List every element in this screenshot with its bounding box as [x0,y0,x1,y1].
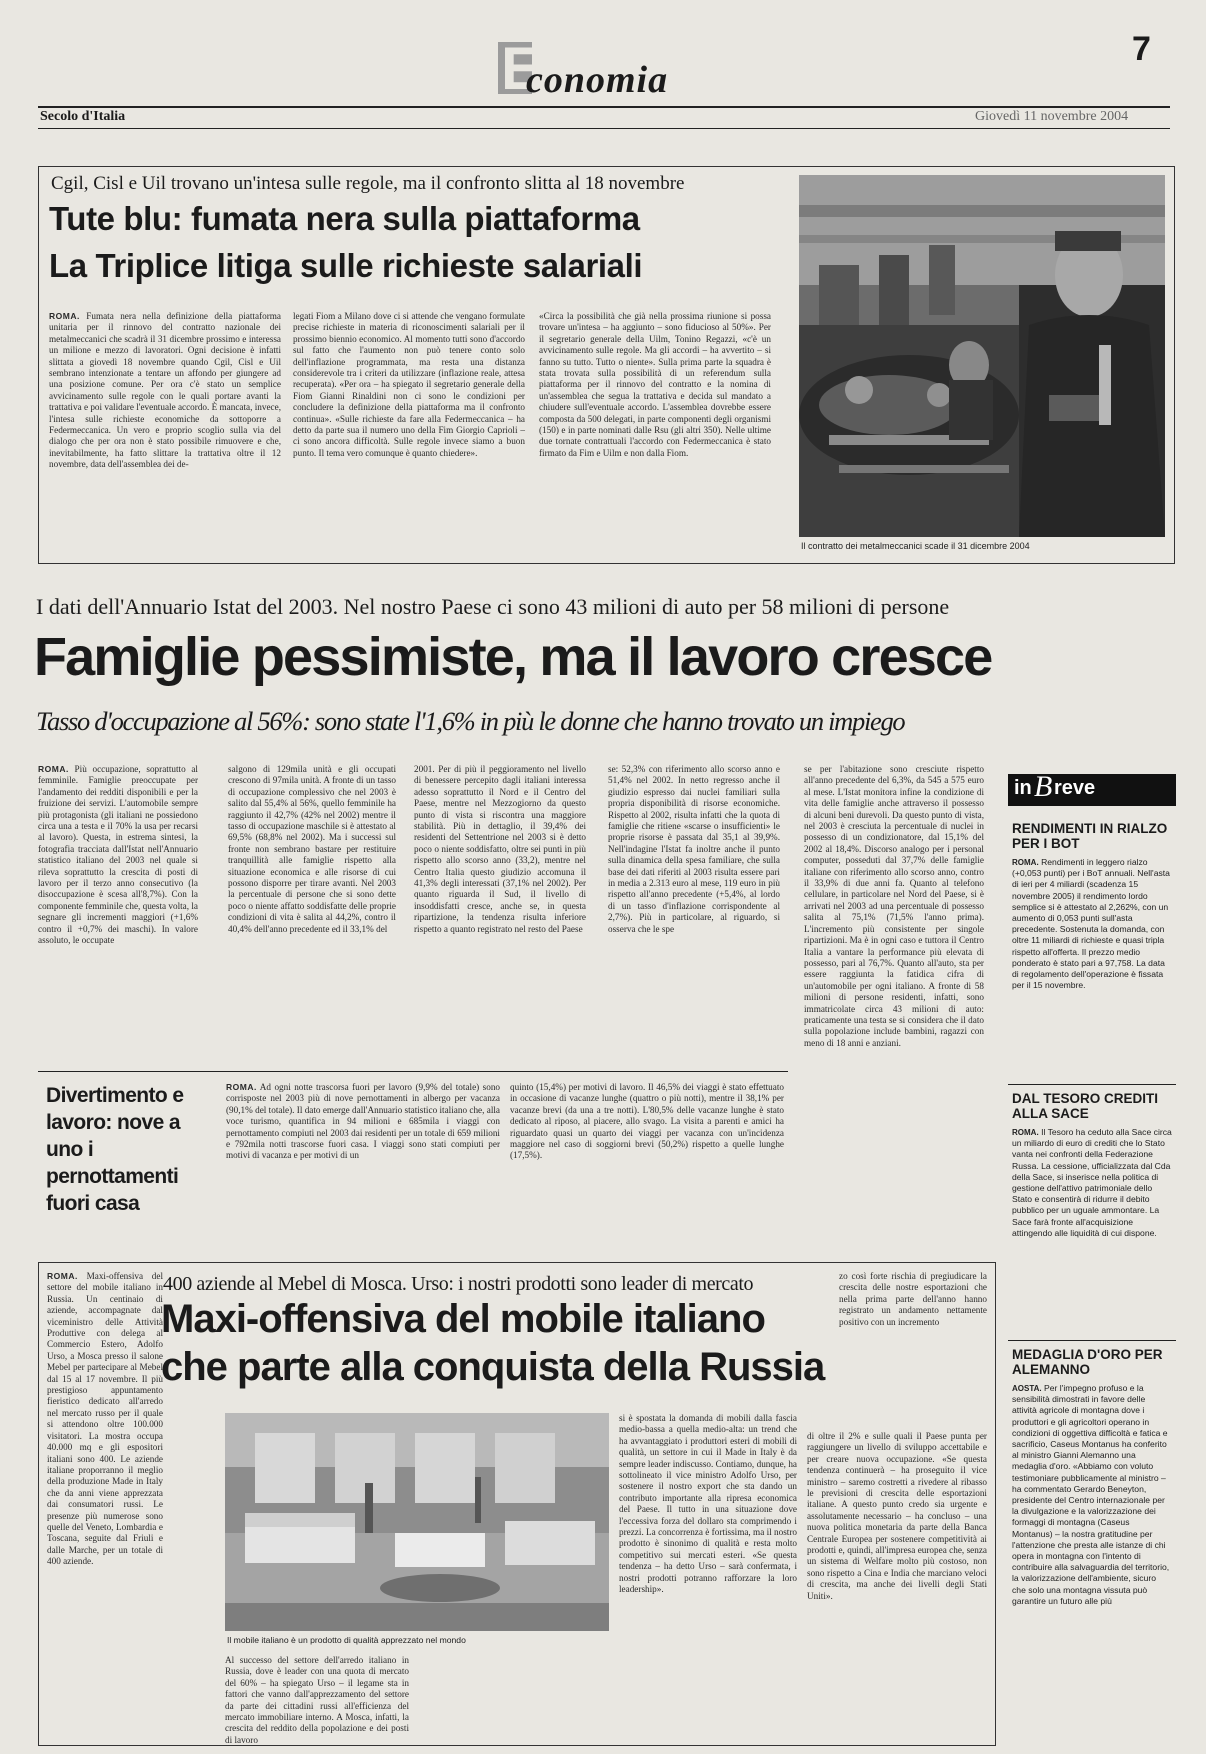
article1-dateline: ROMA. [49,311,80,321]
article2-text-3: 2001. Per di più il peggioramento nel livello di benessere percepito dagli italiani interessa adesso soprattutto il Nord e il Centro del Paese, mentre nel Mezzogiorno da questo punto di vista si riscontra una maggiore stabilità. Più in dettaglio, il 39,4% dei residenti del Settentrione nel 2003 si è detto poco o niente soddisfatto, oltre sei punti in più rispetto allo scorso anno (33,2), mentre nel Centro Italia questo giudizio accomuna il 41,3% degli interessati (37,1% nel 2002). Per quanto riguarda il Sud, il livello di insoddisfatti cresce, anche se, in questa ripartizione, la tendenza risulta inferiore rispetto a quanto registrato nel resto del Paese [414,764,586,934]
article4-kicker: 400 aziende al Mebel di Mosca. Urso: i nostri prodotti sono leader di mercato [163,1273,754,1295]
brief-item-2-title: DAL TESORO CREDITI ALLA SACE [1012,1091,1159,1121]
article2-text-4: se: 52,3% con riferimento allo scorso anno e 51,4% nel 2002. In netto regresso anche il giudizio espresso dai nuclei familiari sulla propria disponibilità di risorse economiche. Rispetto al 2002, risulta infatti che la quota di famiglie che ritiene «scarse o insufficienti» le proprie risorse è passata dal 35,1 al 39,9%. Nell'indagine l'Istat fa inoltre anche il punto sulla dinamica della spesa familiare, che sulla base dei dati riferiti al 2003 risulta essere pari in media a 2.313 euro al mese, 119 euro in più rispetto all'anno precedente (+5,4%, al lordo di un tasso d'inflazione corrispondente al 2,7%). Più in particolare, al riguardo, si osserva che le spe [608,764,780,934]
brief-item-3 [1012,1348,1172,1713]
issue-date: Giovedì 11 novembre 2004 [975,109,1129,124]
article2-subhead: Tasso d'occupazione al 56%: sono state l'1,6% in più le donne che hanno trovato un impiego [36,706,905,736]
article2-column-5 [804,764,984,1264]
article4-text-left: Maxi-offensiva del settore del mobile italiano in Russia. Un centinaio di aziende, accompagnate dal viceministro delle Attività Produttive con delega al Commercio Estero, Adolfo Urso, a Mosca presso il salone Mebel per partecipare al Mebel dal 15 al 17 novembre. Il più prestigioso appuntamento fieristico dedicato all'arredo nel mercato russo per il quale si attendono oltre 100.000 visitatori. La mostra occupa 40.000 mq e gli espositori italiani sono 400. Le aziende italiane proporranno il meglio della produzione Made in Italy che da anni viene apprezzata dai consumatori russi. Le presenze più numerose sono quelle del Veneto, Lombardia e Toscana, seguite dal Friuli e dalle Marche, per un totale di 400 aziende. [47,1271,163,1567]
article4-text-d: Al successo del settore dell'arredo italiano in Russia, dove è leader con una quota di mercato del 60% – ha spiegato Urso – il legame sta in fattori che vanno dall'apprezzamento del settore da parte dei cittadini russi all'efficienza del mercato immobiliare interno. A Mosca, infatti, la crescita del reddito della popolazione e dei posti di lavoro [225,1655,409,1745]
masthead [0,0,1206,125]
brief-item-3-body [1012,1383,1172,1713]
article3-headline: Divertimento e lavoro: nove a uno i pernottamenti fuori casa [46,1084,184,1215]
article4-column-c [807,1431,987,1737]
article4-dateline: ROMA. [47,1271,78,1281]
brief-item-1-title: RENDIMENTI IN RIALZO PER I BOT [1012,821,1168,851]
brief-divider-2 [1008,1340,1176,1341]
article4-headline-2: che parte alla conquista della Russia [161,1345,825,1389]
brief-item-1 [1012,822,1172,1041]
brief-item-1-body [1012,857,1172,1041]
brief-item-2 [1012,1092,1172,1301]
article-metalworkers [38,166,1175,564]
article2-text-2: salgono di 129mila unità e gli occupati crescono di 97mila unità. A fronte di un tasso di occupazione complessivo che nel 2003 è salito dal 55,4% al 56%, quello femminile ha raggiunto il 42,7% (42% nel 2002) mentre il tasso di occupazione maschile si è attestato al 69,5% (68,8% nel 2002). Ma i successi sul fronte non sembrano bastare per restituire tranquillità alle famiglie rispetto alla situazione economica e alle risorse di cui possono disporre per tirare avanti. Nel 2003 la percentuale di persone che si sono dette poco o niente affatto soddisfatte delle proprie condizioni di vita è salita al 44,2%, contro il 40,4% dell'anno precedente ed il 33,1% del [228,764,396,934]
article2-headline: Famiglie pessimiste, ma il lavoro cresce [34,627,992,687]
article4-headline-1: Maxi-offensiva del mobile italiano [161,1297,765,1341]
article3-text-2: quinto (15,4%) per motivi di lavoro. Il 46,5% dei viaggi è stato effettuato in occasione di vacanze lunghe (quattro o più notti), mentre il 38,1% per vacanze brevi (da una a tre notti). L'80,5% delle vacanze lunghe è stato dedicato al riposo, al piacere, allo svago. La visita a parenti e amici ha riguardato quasi un quarto dei viaggi per vacanza con un'incidenza maggiore nel caso di soggiorni brevi (50,2%) rispetto a quelle lunghe (17,5%). [510,1082,784,1161]
paper-name: Secolo d'Italia [40,109,126,124]
article2-column-1 [38,764,198,1046]
article3-column-2 [510,1082,784,1222]
article4-column-left [47,1271,163,1737]
article1-text-3: «Circa la possibilità che già nella prossima riunione si possa trovare un'intesa – ha aggiunto – sono fiducioso al 50%». Per il segretario generale della Uilm, Tonino Regazzi, «c'è un avvicinamento sulle regole. Ma gli accordi – ha avvertito – si fanno su tutto. Tutto o niente». Sulla prima parte la squadra è stata trovata sulla possibilità di un referendum sulla piattaforma per il rinnovo del contratto e la nomina di un'assemblea che segua la trattativa e decida sul mandato a chiudere sull'eventuale accordo. L'assemblea dovrebbe essere composta da 500 delegati, in parte componenti degli organismi (150) e in parte nominati dalle Rsu (gli altri 350). Nelle ultime due tornate contrattuali l'accordo con Federmeccanica è stato firmato da Fim e Uilm e non dalla Fiom. [539,311,771,458]
article1-text-2: legati Fiom a Milano dove ci si attende che vengano formulate precise richieste in materia di riconoscimenti salariali per il prossimo biennio economico. Al momento tutti sono d'accordo sul fatto che l'aumento non può tenere conto solo dell'inflazione programmata, ma resta una distanza considerevole tra i criteri da utilizzare (inflazione reale, attesa recuperata). «Per ora – ha spiegato il segretario generale della Fiom Gianni Rinaldini non ci sono le condizioni per concludere la definizione della piattaforma ma il confronto continua». «Sulle richieste da fare alla Federmeccanica – ha detto da parte sua il numero uno della Fim Giorgio Caprioli – ci sono ancora difficoltà. Sulle regole invece siamo a buon punto. Il tema vero comunque è quanto chiedere». [293,311,525,458]
article4-text-a: zo così forte rischia di pregiudicare la crescita delle nostre esportazioni che nella prima parte dell'anno hanno registrato un andamento nettamente positivo con un incremento [839,1271,987,1327]
in-brief-in: in [1014,777,1032,799]
article3-top-rule [38,1071,788,1072]
article2-text-1: Più occupazione, soprattutto al femminile. Famiglie preoccupate per l'andamento dei redditi disponibili e per la fruizione dei servizi. L'automobile sempre più protagonista (gli italiani ne possiedono circa una a testa e il 70% la usa per recarsi al lavoro). Questa, in estrema sintesi, la fotografia tracciata dall'Istat nell'Annuario statistico italiano del 2003 nel quale si rileva soprattutto la crescita di posti di lavoro per il terzo anno consecutivo (la disoccupazione è scesa all'8,7%). Con la componente femminile che, questa volta, la segnare gli incrementi maggiori (+1,6% contro il +0,7% dei maschi). In valore assoluto, le occupate [38,764,198,946]
brief-item-2-text: Il Tesoro ha ceduto alla Sace circa un miliardo di euro di crediti che lo Stato vanta nei confronti della Federazione Russa. La cessione, ufficializzata dal Cda della Sace, si inserisce nella politica di gestione dell'attivo patrimoniale dello Stato e consentirà di ridurre il debito pubblico per un uguale ammontare. La Sace farà fronte all'acquisizione attingendo alle liquidità di cui dispone. [1012,1127,1172,1238]
article1-photo-caption: Il contratto dei metalmeccanici scade il 31 dicembre 2004 [801,541,1030,551]
brief-item-2-dateline: ROMA. [1012,1128,1039,1137]
article2-column-4 [608,764,780,1046]
article4-text-b: si è spostata la domanda di mobili dalla fascia medio-bassa a quella medio-alta: un trend che ha avvantaggiato i produttori esteri di mobili di qualità, un settore in cui il Made in Italy è da sempre leader indiscusso. Contiamo, dunque, ha sottolineato il vice ministro Adolfo Urso, per sostenere il nostro export che sta dando un contributo importante alla ripresa economica del Paese. Il tutto in una situazione dove l'eccessiva forza del dollaro sta comprimendo i prezzi. La concorrenza è fortissima, ma il nostro prodotto è sinonimo di qualità e resta molto competitivo sui mercati esteri. «Se questa tendenza – ha detto Urso – sarà confermata, i nostri prodotti potranno rafforzare la loro leadership». [619,1413,797,1595]
section-initial: E [501,35,542,102]
brief-item-1-text: Rendimenti in leggero rialzo (+0,053 punti) per i BoT annuali. Nell'asta di ieri per 4 miliardi (scadenza 15 novembre 2005) il rendimento lordo semplice si è attestato al 2,262%, con un aumento di 0,053 punti sull'asta precedente. Sostenuta la domanda, con oltre 11 miliardi di richieste e quasi tripla rispetto all'offerta. Il prezzo medio ponderato è stato pari a 97,758. La data di regolamento dell'operazione è fissata per il 15 novembre. [1012,857,1170,991]
brief-item-3-text: Per l'impegno profuso e la sensibilità dimostrati in favore delle attività agricole di montagna dove i produttori e gli agricoltori operano in condizioni di oggettiva difficoltà e fatica e sacrificio, Caseus Montanus ha conferito al ministro Gianni Alemanno una medaglia d'oro. «Abbiamo con voluto testimoniare pubblicamente al ministro – ha commentato Gerardo Beneyton, presidente del Centro internazionale per la divulgazione e la valorizzazione dei formaggi di montagna (Caseus Montanus) – la nostra gratitudine per l'attenzione che presta alle istanze di chi opera in montagna con l'intento di contribuire alla salvaguardia del territorio, la valorizzazione dell'ambiente, sicuro che solo una montagna vissuta può garantire un futuro alle più [1012,1383,1170,1606]
masthead-rule-bottom [38,128,1170,129]
brief-item-2-body [1012,1127,1172,1301]
article4-column-b [619,1413,797,1737]
article4-text-c: di oltre il 2% e sulle quali il Paese punta per raggiungere un livello di sviluppo accettabile e per creare nuova occupazione. «Se questa tendenza continuerà – ha proseguito il vice ministro – saremo costretti a rivedere al ribasso le previsioni di crescita delle esportazioni italiane. A questo punto credo sia urgente e assolutamente necessario – ha concluso – una nuova politica monetaria da parte della Banca Centrale Europea per sostenere competitività ai prodotti e, quindi, all'impresa europea che, senza un sistema di Welfare molto più costoso, non sono rispetto a Cina e India che marciano veloci di crescita, ma anche dei livelli degli Stati Uniti». [807,1431,987,1601]
article-furniture [38,1262,996,1746]
in-brief-b: B [1034,770,1053,803]
furniture-showroom-image [225,1413,609,1631]
article3-dateline: ROMA. [226,1082,257,1092]
article1-photo [799,175,1165,537]
article2-dateline: ROMA. [38,764,69,774]
section-title: conomia [526,59,669,101]
brief-item-3-dateline: AOSTA. [1012,1384,1042,1393]
factory-workers-image [799,175,1165,537]
article1-headline-1: Tute blu: fumata nera sulla piattaforma [49,200,640,237]
article3-text-1: Ad ogni notte trascorsa fuori per lavoro (9,9% del totale) sono corrisposte nel 2003 più di nove pernottamenti in albergo per vacanza (90,1% del totale). Il dato emerge dall'Annuario statistico italiano che, alla voce turismo, quantifica in 94 milioni e 685mila i viaggi con pernottamento compiuti nel 2003 dai residenti per un totale di 659 milioni e 792mila notti trascorse fuori casa. I viaggi sono stati compiuti per motivi di vacanza e per motivi di un [226,1082,501,1161]
in-brief-header [1008,770,1176,806]
article2-kicker: I dati dell'Annuario Istat del 2003. Nel nostro Paese ci sono 43 milioni di auto per 58 milioni di persone [36,594,950,619]
article4-photo [225,1413,609,1631]
article4-column-a [839,1271,987,1421]
article2-text-5: se per l'abitazione sono cresciute rispetto all'anno precedente del 6,3%, da 545 a 575 euro al mese. L'Istat monitora infine la condizione di vita delle famiglie anche attraverso il possesso di alcuni beni durevoli. Da questo punto di vista, nel 2003 è cresciuta la percentuale di nuclei in possesso di un condizionatore, dal 15,1% del 2002 al 18,4%. Discorso analogo per i personal computer, posseduti dal 37,7% delle famiglie italiane con riferimento allo scorso anno, contro il 33,9% di due anni fa. Quanto al telefono cellulare, in particolare nel Nord del Paese, si è arrivati nel 2003 ad una percentuale di possesso salita al 75,1% (71,5% l'anno prima). L'incremento più consistente per singole ripartizioni. Ma è in ogni caso e tuttora il Centro Italia a vantare la performance più elevata di possesso, pari al 76,7%. Quanto all'auto, sta per essere raggiunta la fatidica cifra di un'automobile per ogni italiano. A fronte di 58 milioni di persone residenti, infatti, sono immatricolate circa 43 milioni di auto: praticamente una testa se si considera che il dato sulla popolazione include bambini, ragazzi con meno di 18 anni e anziani. [804,764,984,1048]
in-brief-reve: reve [1054,777,1096,799]
article2-column-2 [228,764,396,1046]
article1-column-2 [293,311,525,555]
article1-column-1 [49,311,281,555]
brief-item-1-dateline: ROMA. [1012,858,1039,867]
article2-column-3 [414,764,586,1046]
article4-photo-caption: Il mobile italiano è un prodotto di qualità apprezzato nel mondo [227,1635,466,1645]
article1-kicker: Cgil, Cisl e Uil trovano un'intesa sulle regole, ma il confronto slitta al 18 novembre [51,173,685,194]
page-number: 7 [1132,30,1151,68]
in-brief-sidebar [1008,770,1176,1744]
article1-text-1: Fumata nera nella definizione della piattaforma unitaria per il rinnovo del contratto nazionale dei metalmeccanici che scadrà il 31 dicembre prossimo e interessa un milione e mezzo di lavoratori. Ogni decisione è infatti slittata a giovedì 18 novembre quando Cgil, Cisl e Uil sembrano intenzionate a tentare un affondo per giungere ad una posizione comune. Per ora c'è stato un semplice avvicinamento sulle regole con le quali portare avanti la trattativa e poi validare l'eventuale accordo. È mancata, invece, l'intesa sulle richieste economiche da sottoporre a Federmeccanica. Un vero e proprio scoglio sulla via del dialogo che per ora non è stato possibile rimuovere e che, inevitabilmente, ha fatto slittare la trattativa oltre il 12 novembre, data dell'assemblea dei de- [49,311,282,470]
article1-headline-2: La Triplice litiga sulle richieste salariali [49,247,643,284]
article4-column-d [225,1655,409,1745]
article1-column-3 [539,311,771,555]
brief-item-3-title: MEDAGLIA D'ORO PER ALEMANNO [1012,1347,1163,1377]
masthead-rule-top [38,106,1170,108]
article3-column-1 [226,1082,500,1222]
brief-divider-1 [1008,1084,1176,1085]
